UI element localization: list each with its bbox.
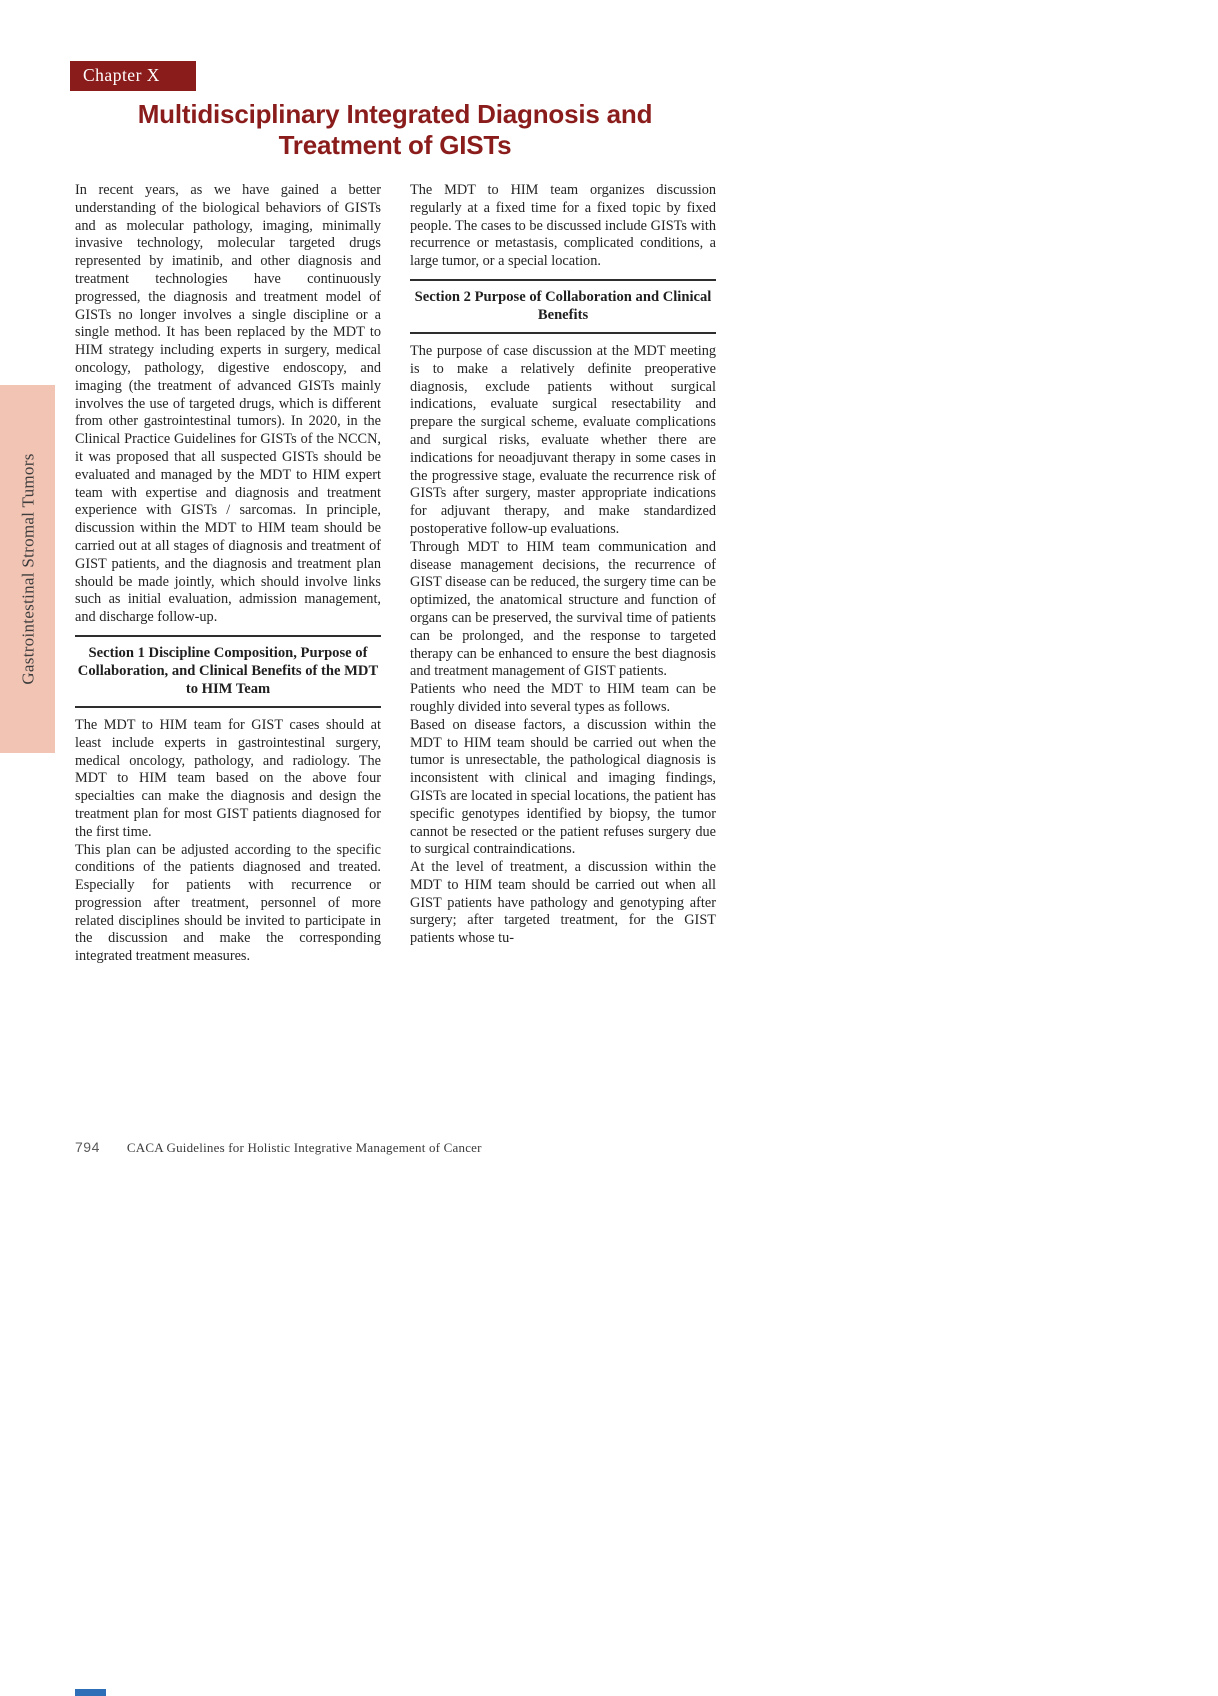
section-1-heading-block — [75, 635, 381, 708]
section-2-heading: Section 2 Purpose of Collaboration and Clinical Benefits — [414, 288, 712, 323]
sidebar-tab — [0, 385, 55, 753]
section-1-heading: Section 1 Discipline Composition, Purpose of Collaboration, and Clinical Benefits of the MDT to HIM Team — [77, 644, 379, 697]
chapter-badge: Chapter X — [70, 61, 196, 91]
footer-text: CACA Guidelines for Holistic Integrative Management of Cancer — [126, 1140, 482, 1155]
page-footer — [75, 1139, 675, 1156]
sidebar-label: Gastrointestinal Stromal Tumors — [18, 453, 37, 685]
section-1-paragraph: This plan can be adjusted according to the specific conditions of the patients diagnosed and treated. Especially for patients with recurrence or progression after treatment, personnel of more related disciplines should be invited to participate in the discussion and make the corresponding integrated treatment measures. — [75, 841, 381, 965]
intro-paragraph: In recent years, as we have gained a better understanding of the biological behaviors of GISTs and as molecular pathology, imaging, minimally invasive technology, molecular targeted drugs represented by imatinib, and other diagnosis and treatment technologies have continuously progressed, the diagnosis and treatment model of GISTs no longer involves a single discipline or a single method. It has been replaced by the MDT to HIM strategy including experts in surgery, medical oncology, pathology, digestive endoscopy, and imaging (the treatment of advanced GISTs mainly involves the use of targeted drugs, which is different from other gastrointestinal tumors). In 2020, in the Clinical Practice Guidelines for GISTs of the NCCN, it was proposed that all suspected GISTs should be evaluated and managed by the MDT to HIM expert team with expertise and diagnosis and treatment experience with GISTs / sarcomas. In principle, discussion within the MDT to HIM team should be carried out at all stages of diagnosis and treatment of GIST patients, and the diagnosis and treatment plan should be made jointly, which should involve links such as initial evaluation, admission management, and discharge follow-up. — [75, 182, 381, 626]
left-column — [75, 182, 381, 966]
bottom-blue-bar — [75, 1689, 106, 1696]
section-2-paragraph: Based on disease factors, a discussion within the MDT to HIM team should be carried out when the tumor is unresectable, the pathological diagnosis is inconsistent with clinical and imaging findings, GISTs are located in special locations, the patient has specific genotypes identified by biopsy, the tumor cannot be resected or the patient refuses surgery due to surgical contraindications. — [410, 716, 716, 858]
page-title — [75, 99, 715, 161]
section-2-paragraph: The purpose of case discussion at the MDT meeting is to make a relatively definite preoperative diagnosis, exclude patients without surgical indications, evaluate surgical resectability and prepare the surgical scheme, evaluate complications and surgical risks, evaluate whether there are indications for neoadjuvant therapy in some cases in the progressive stage, evaluate the recurrence risk of GISTs after surgery, master appropriate indications for adjuvant therapy, and make standardized postoperative follow-up evaluations. — [410, 342, 716, 537]
column-paragraph: The MDT to HIM team organizes discussion regularly at a fixed time for a fixed topic by fixed people. The cases to be discussed include GISTs with recurrence or metastasis, complicated conditions, a large tumor, or a special location. — [410, 182, 716, 270]
title-line-1: Multidisciplinary Integrated Diagnosis and — [137, 99, 653, 129]
title-line-2: Treatment of GISTs — [278, 130, 512, 160]
section-2-paragraph: At the level of treatment, a discussion within the MDT to HIM team should be carried out when all GIST patients have pathology and genotyping after surgery; after targeted treatment, for the GIST patients whose tu- — [410, 859, 716, 947]
section-2-paragraph: Patients who need the MDT to HIM team can be roughly divided into several types as follows. — [410, 681, 716, 715]
section-2-paragraph: Through MDT to HIM team communication and disease management decisions, the recurrence of GIST disease can be reduced, the surgery time can be optimized, the anatomical structure and function of organs can be preserved, the survival time of patients can be prolonged, and the response to targeted therapy can be enhanced to ensure the best diagnosis and treatment management of GIST patients. — [410, 538, 716, 680]
section-2-heading-block — [410, 279, 716, 334]
section-1-paragraph: The MDT to HIM team for GIST cases should at least include experts in gastrointestinal surgery, medical oncology, pathology, and radiology. The MDT to HIM team based on the above four specialties can make the diagnosis and design the treatment plan for most GIST patients diagnosed for the first time. — [75, 716, 381, 840]
right-column — [410, 182, 716, 948]
page-number: 794 — [75, 1139, 100, 1155]
